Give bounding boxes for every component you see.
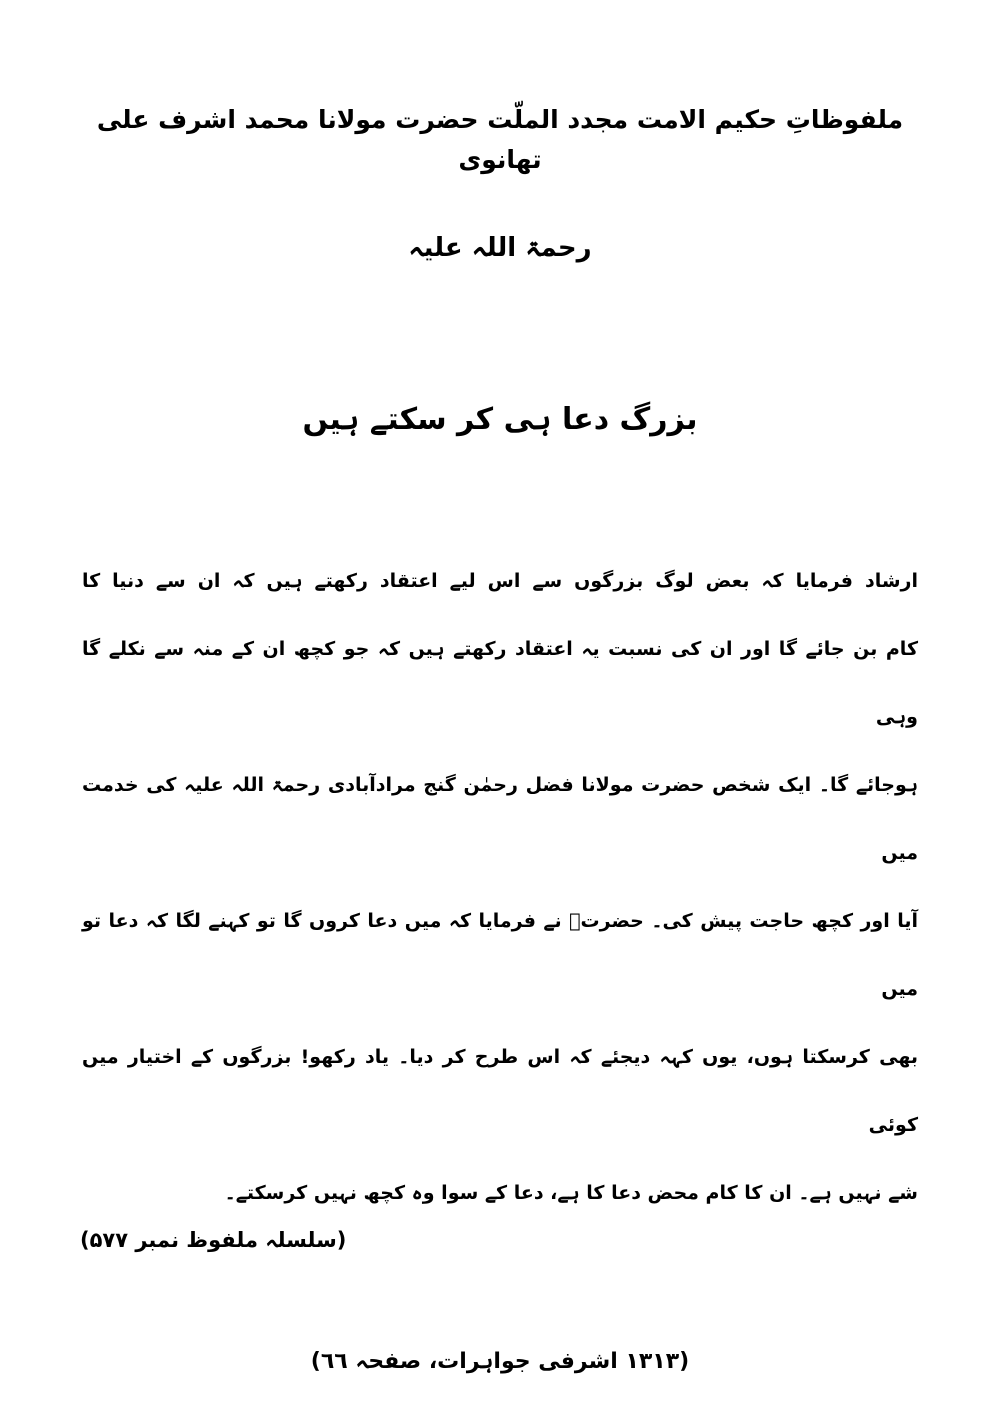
source-reference: (۱۳۱۳ اشرفی جواہرات، صفحہ ٦٦): [310, 1349, 690, 1374]
body-line: آیا اور کچھ حاجت پیش کی۔ حضرتؒ نے فرمایا کہ میں دعا کروں گا تو کہنے لگا کہ دعا تو میں: [82, 910, 918, 1000]
article-heading: بزرگ دعا ہی کر سکتے ہیں: [302, 402, 698, 437]
document-title: ملفوظاتِ حکیم الامت مجدد الملّت حضرت مولانا محمد اشرف علی تھانوی: [96, 105, 904, 174]
article-body: [82, 547, 918, 1227]
body-line: شے نہیں ہے۔ ان کا کام محض دعا کا ہے، دعا کے سوا وہ کچھ نہیں کرسکتے۔: [224, 1182, 918, 1204]
body-line: بھی کرسکتا ہوں، یوں کہہ دیجئے کہ اس طرح کر دیا۔ یاد رکھو! بزرگوں کے اختیار میں کوئی: [82, 1046, 918, 1136]
document-title-honorific: رحمۃ اللہ علیہ: [408, 233, 592, 263]
body-line: ہوجائے گا۔ ایک شخص حضرت مولانا فضل رحمٰن گنج مرادآبادی رحمۃ اللہ علیہ کی خدمت میں: [82, 774, 918, 864]
body-line: ارشاد فرمایا کہ بعض لوگ بزرگوں سے اس لیے اعتقاد رکھتے ہیں کہ ان سے دنیا کا: [82, 570, 918, 592]
series-number: (سلسلہ ملفوظ نمبر ۵۷۷): [80, 1228, 347, 1252]
body-line: کام بن جائے گا اور ان کی نسبت یہ اعتقاد رکھتے ہیں کہ جو کچھ ان کے منہ سے نکلے گا وہی: [82, 638, 918, 728]
